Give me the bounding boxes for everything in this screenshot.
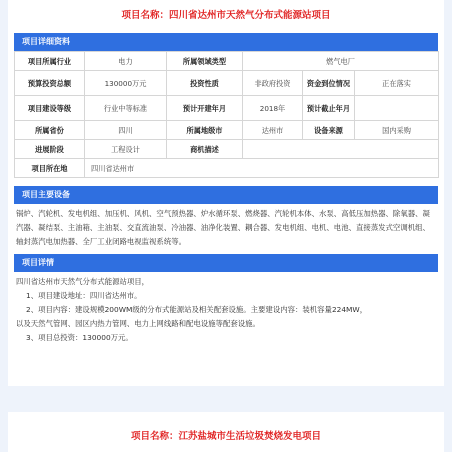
province-label: 所属省份 [15, 121, 85, 140]
investment-nature-label: 投资性质 [167, 71, 243, 96]
table-row [15, 96, 439, 121]
table-row [15, 71, 439, 96]
detail-line: 3、项目总投资：130000万元。 [26, 333, 133, 342]
project-title-text: 江苏盐城市生活垃圾焚烧发电项目 [178, 431, 322, 442]
location-value: 四川省达州市 [85, 159, 439, 178]
industry-label: 项目所属行业 [15, 52, 85, 71]
table-row [15, 140, 439, 159]
project-title-text: 四川省达州市天然气分布式能源站项目 [169, 10, 331, 21]
industry-value: 电力 [85, 52, 167, 71]
detail-line: 以及天然气管网、园区内热力管网、电力上网线路和配电设施等配套设施。 [16, 319, 260, 328]
location-label: 项目所在地 [15, 159, 85, 178]
detail-line: 四川省达州市天然气分布式能源站项目， [16, 277, 150, 286]
section-header-project-details: 项目详情 [14, 254, 438, 272]
start-date-label: 预计开建年月 [167, 96, 243, 121]
project-title[interactable] [8, 412, 444, 442]
project-title-label: 项目名称： [121, 10, 169, 21]
equipment-source-label: 设备来源 [303, 121, 355, 140]
project-details-text [14, 272, 438, 348]
end-date-value [355, 96, 439, 121]
construction-level-label: 项目建设等级 [15, 96, 85, 121]
end-date-label: 预计截止年月 [303, 96, 355, 121]
budget-label: 预算投资总额 [15, 71, 85, 96]
opportunity-label: 商机描述 [167, 140, 243, 159]
equipment-text: 锅炉、汽轮机、发电机组、加压机、风机、空气预热器、炉水循环泵、燃烧器、汽轮机本体、水泵、高低压加热器、除氧器、凝汽器、凝结泵、主油箱、主油泵、交直流油泵、冷油器、油净化装置、耦合器、发电机组、电机、电池、直接蒸发式空调机组、轴封蒸汽电加热器、全厂工业闭路电视监视系统等。 [16, 209, 430, 246]
domain-type-value: 燃气电厂 [243, 52, 439, 71]
investment-nature-value: 非政府投资 [243, 71, 303, 96]
funding-status-label: 资金到位情况 [303, 71, 355, 96]
equipment-source-value: 国内采购 [355, 121, 439, 140]
project-details-table [14, 51, 439, 178]
table-row [15, 52, 439, 71]
project-card [8, 412, 444, 452]
section-header-details: 项目详细资料 [14, 33, 438, 51]
progress-stage-label: 进展阶段 [15, 140, 85, 159]
table-row [15, 121, 439, 140]
section-header-equipment: 项目主要设备 [14, 186, 438, 204]
progress-stage-value: 工程设计 [85, 140, 167, 159]
detail-line: 1、项目建设地址：四川省达州市。 [26, 291, 142, 300]
domain-type-label: 所属领域类型 [167, 52, 243, 71]
project-title[interactable] [8, 0, 444, 26]
province-value: 四川 [85, 121, 167, 140]
city-value: 达州市 [243, 121, 303, 140]
project-card [8, 0, 444, 386]
detail-line: 2、项目内容：建设规模200WM级的分布式能源站及相关配套设施。主要建设内容：装机容量224MW， [26, 305, 368, 314]
table-row [15, 159, 439, 178]
funding-status-value: 正在落实 [355, 71, 439, 96]
opportunity-value [243, 140, 439, 159]
construction-level-value: 行业中等标准 [85, 96, 167, 121]
budget-value: 130000万元 [85, 71, 167, 96]
project-title-label: 项目名称： [130, 431, 179, 442]
start-date-value: 2018年 [243, 96, 303, 121]
city-label: 所属地级市 [167, 121, 243, 140]
